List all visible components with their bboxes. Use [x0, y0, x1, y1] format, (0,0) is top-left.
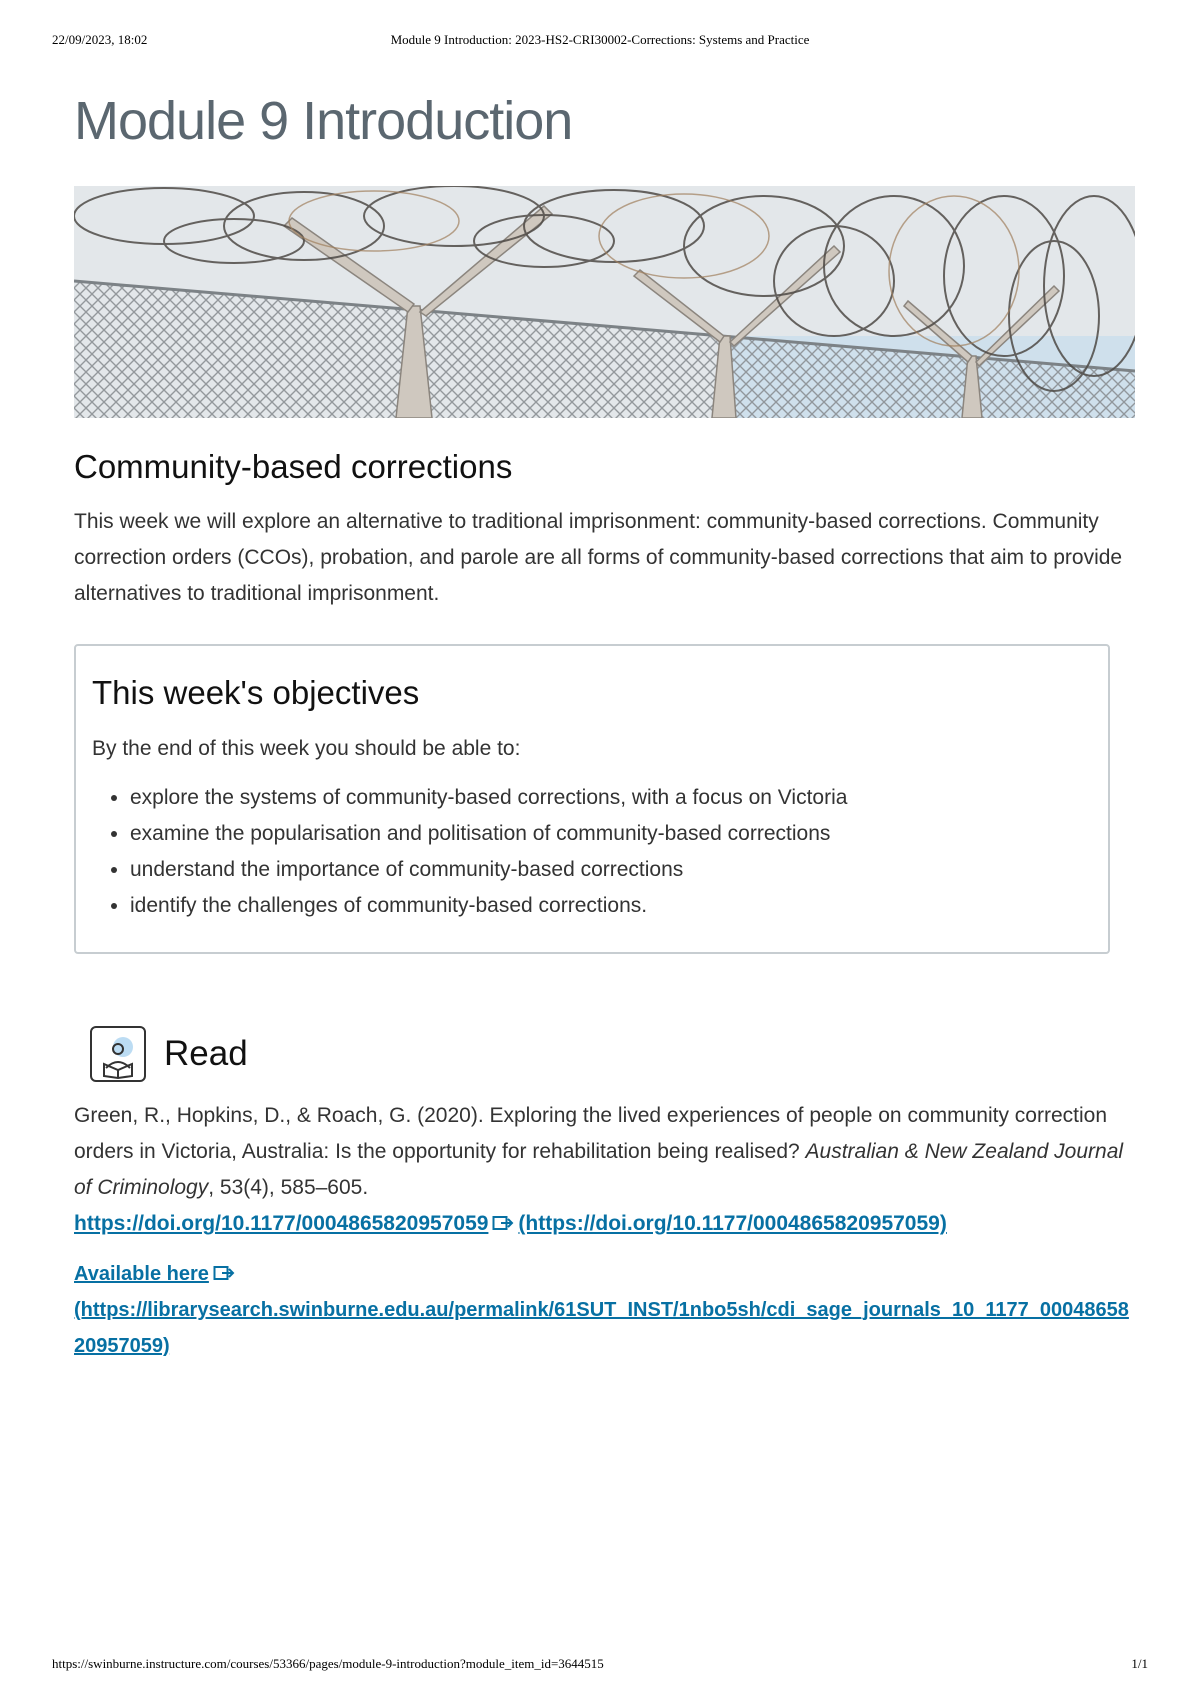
razor-wire-fence-illustration: [74, 186, 1135, 418]
citation-volume: , 53(4), 585–605.: [208, 1176, 369, 1199]
objective-item: • identify the challenges of community-based corrections.: [130, 888, 1090, 924]
reading-person-icon: [90, 1026, 146, 1082]
page-content: [74, 90, 1135, 1364]
read-heading: [90, 1026, 1135, 1082]
available-here-link[interactable]: Available here: [74, 1263, 209, 1285]
external-link-icon: [213, 1264, 235, 1282]
journal-name: Australian & New Zealand Journal of Criminology: [74, 1140, 1124, 1199]
objectives-box: [74, 644, 1110, 954]
objective-item: • understand the importance of community-based corrections: [130, 852, 1090, 888]
objective-item: • explore the systems of community-based corrections, with a focus on Victoria: [130, 780, 1090, 816]
print-header: [52, 32, 1148, 48]
banner-image: [74, 186, 1135, 418]
objectives-title: This week's objectives: [92, 674, 420, 711]
citation: [74, 1098, 1135, 1242]
library-permalink-link[interactable]: (https://librarysearch.swinburne.edu.au/permalink/61SUT_INST/1nbo5sh/cdi_sage_journals_10_1177_0004865820957059): [74, 1299, 1129, 1357]
print-doc-title: Module 9 Introduction: 2023-HS2-CRI30002-Corrections: Systems and Practice: [390, 32, 810, 47]
citation-text: Green, R., Hopkins, D., & Roach, G. (2020). Exploring the lived experiences of people on community correction orders in Victoria, Australia: Is the opportunity for rehabilitation being realised?: [74, 1104, 1107, 1163]
available-block: [74, 1256, 1135, 1364]
intro-paragraph: This week we will explore an alternative to traditional imprisonment: community-based corrections. Community correction orders (CCOs), probation, and parole are all forms of community-based corrections that aim to provide alternatives to traditional imprisonment.: [74, 510, 1123, 605]
objectives-list: [92, 780, 1090, 924]
reference-block: [74, 1098, 1135, 1242]
print-page-number: 1/1: [1131, 1656, 1148, 1671]
print-footer: [52, 1656, 1148, 1672]
doi-link[interactable]: https://doi.org/10.1177/0004865820957059: [74, 1212, 489, 1235]
print-url: https://swinburne.instructure.com/courses/53366/pages/module-9-introduction?module_item_id=3644515: [52, 1656, 604, 1671]
doi-link-url[interactable]: (https://doi.org/10.1177/0004865820957059): [518, 1212, 947, 1235]
external-link-icon: [492, 1208, 514, 1226]
section-title: Community-based corrections: [74, 448, 513, 485]
page-title: Module 9 Introduction: [74, 91, 573, 151]
objectives-lead: By the end of this week you should be able to:: [92, 737, 521, 760]
print-datetime: 22/09/2023, 18:02: [52, 32, 148, 47]
read-title: Read: [164, 1034, 248, 1073]
objective-item: • examine the popularisation and politisation of community-based corrections: [130, 816, 1090, 852]
